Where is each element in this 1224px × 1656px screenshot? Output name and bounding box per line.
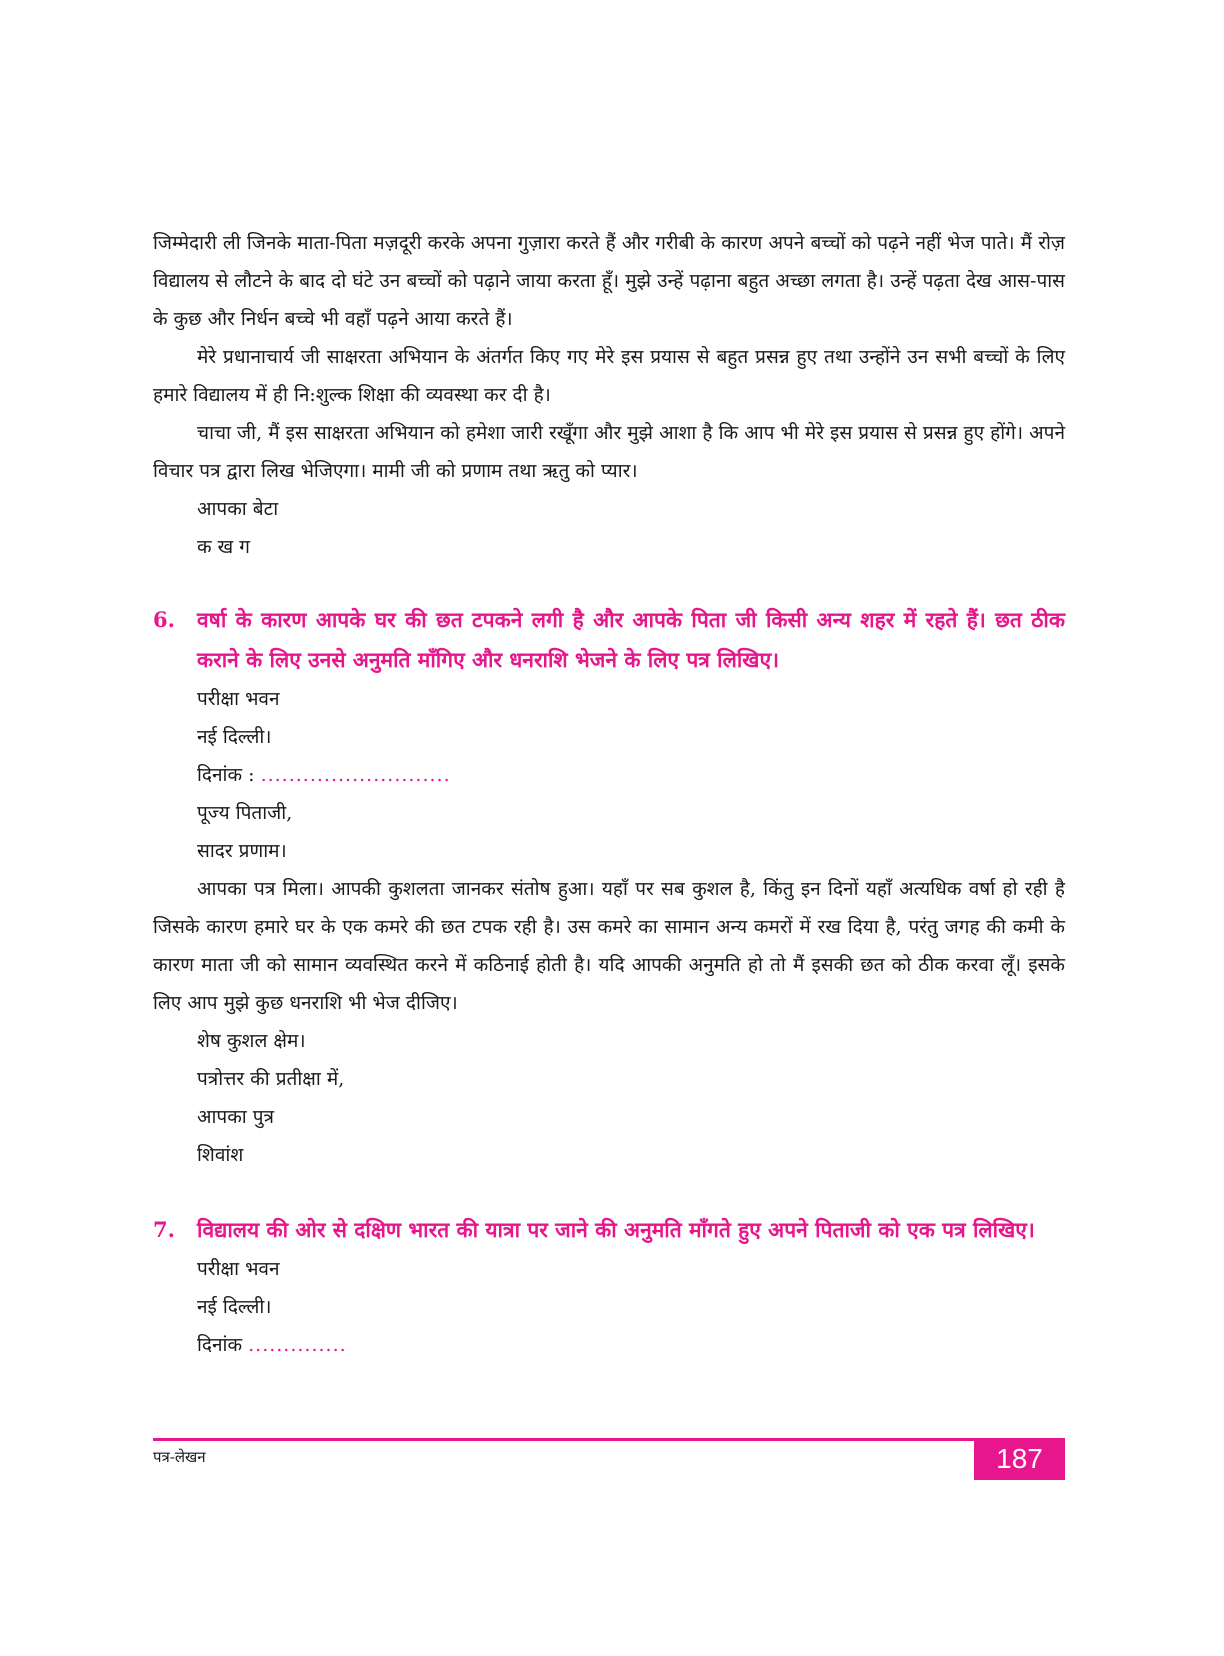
q6-address-line-1: परीक्षा भवन: [197, 688, 280, 710]
q7-address-line-1: परीक्षा भवन: [197, 1258, 280, 1280]
q7-address-line-2: नई दिल्ली।: [197, 1296, 272, 1318]
q6-signature: शिवांश: [197, 1144, 244, 1166]
question-7: [153, 1210, 1065, 1250]
q6-closing-1: शेष कुशल क्षेम।: [197, 1030, 306, 1052]
q6-letter-body: आपका पत्र मिला। आपकी कुशलता जानकर संतोष हुआ। यहाँ पर सब कुशल है, किंतु इन दिनों यहाँ अत्यधिक वर्षा हो रही है जिसके कारण हमारे घर के एक कमरे की छत टपक रही है। उस कमरे का सामान अन्य कमरों में रख दिया है, परंतु जगह की कमी के कारण माता जी को सामान व्यवस्थित करने में कठिनाई होती है। यदि आपकी अनुमति हो तो मैं इसकी छत को ठीक करवा लूँ। इसके लिए आप मुझे कुछ धनराशि भी भेज दीजिए।: [153, 878, 1065, 1014]
q6-date-label: दिनांक :: [197, 764, 261, 786]
q6-greeting: सादर प्रणाम।: [197, 840, 287, 862]
footer-chapter-title: पत्र-लेखन: [153, 1448, 206, 1466]
page-content: [153, 224, 1065, 1364]
question-7-text: विद्यालय की ओर से दक्षिण भारत की यात्रा पर जाने की अनुमति माँगते हुए अपने पिताजी को एक पत्र लिखिए।: [197, 1217, 1035, 1242]
question-7-number: 7.: [153, 1217, 175, 1242]
question-6-number: 6.: [153, 607, 175, 632]
q6-address-line-2: नई दिल्ली।: [197, 726, 272, 748]
q6-date-dots: ...........................: [260, 764, 451, 786]
q6-date-line: [197, 756, 1065, 794]
q7-date-label: दिनांक: [197, 1334, 249, 1356]
q6-closing-3: आपका पुत्र: [197, 1106, 275, 1128]
letter-paragraph-2: मेरे प्रधानाचार्य जी साक्षरता अभियान के अंतर्गत किए गए मेरे इस प्रयास से बहुत प्रसन्न हुए तथा उन्होंने उन सभी बच्चों के लिए हमारे विद्यालय में ही नि:शुल्क शिक्षा की व्यवस्था कर दी है।: [153, 346, 1065, 406]
q7-date-dots: ..............: [248, 1334, 347, 1356]
letter-paragraph-3: चाचा जी, मैं इस साक्षरता अभियान को हमेशा जारी रखूँगा और मुझे आशा है कि आप भी मेरे इस प्रयास से प्रसन्न हुए होंगे। अपने विचार पत्र द्वारा लिख भेजिएगा। मामी जी को प्रणाम तथा ऋतु को प्यार।: [153, 422, 1065, 482]
question-6: [153, 600, 1065, 680]
spacer: [153, 1174, 1065, 1210]
question-6-text: वर्षा के कारण आपके घर की छत टपकने लगी है और आपके पिता जी किसी अन्य शहर में रहते हैं। छत ठीक कराने के लिए उनसे अनुमति माँगिए और धनराशि भेजने के लिए पत्र लिखिए।: [197, 607, 1065, 672]
letter-signature: क ख ग: [197, 536, 250, 558]
page-number: 187: [974, 1438, 1065, 1480]
q6-salutation: पूज्य पिताजी,: [197, 802, 293, 824]
letter-paragraph-1: जिम्मेदारी ली जिनके माता-पिता मज़दूरी करके अपना गुज़ारा करते हैं और गरीबी के कारण अपने बच्चों को पढ़ने नहीं भेज पाते। मैं रोज़ विद्यालय से लौटने के बाद दो घंटे उन बच्चों को पढ़ाने जाया करता हूँ। मुझे उन्हें पढ़ाना बहुत अच्छा लगता है। उन्हें पढ़ता देख आस-पास के कुछ और निर्धन बच्चे भी वहाँ पढ़ने आया करते हैं।: [153, 232, 1065, 330]
q6-closing-2: पत्रोत्तर की प्रतीक्षा में,: [197, 1068, 345, 1090]
letter-closing: आपका बेटा: [197, 498, 279, 520]
spacer: [153, 566, 1065, 600]
q7-date-line: [197, 1326, 1065, 1364]
footer-rule: [153, 1438, 1065, 1441]
